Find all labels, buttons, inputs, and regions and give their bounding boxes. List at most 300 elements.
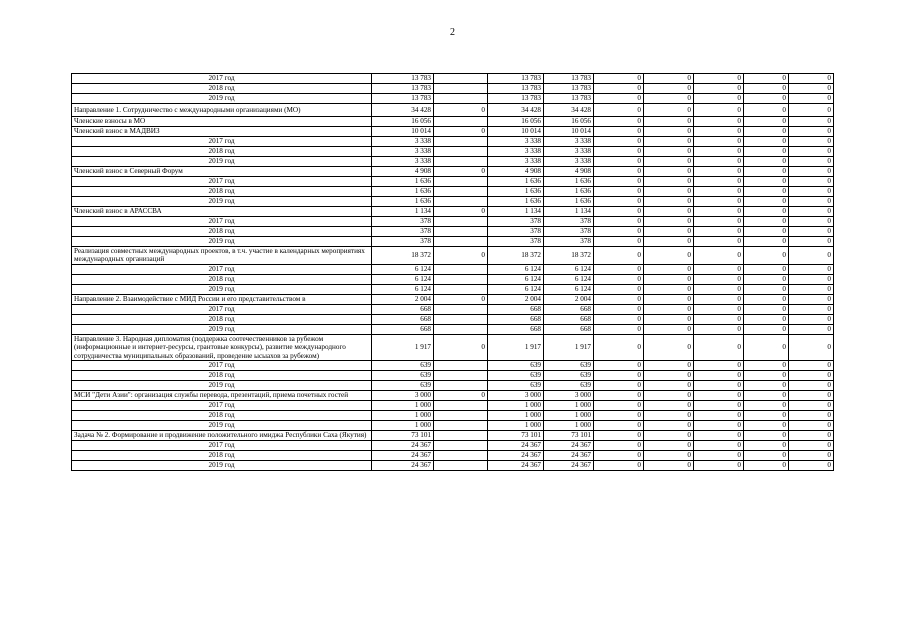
value-cell: 0 xyxy=(594,401,644,411)
year-label-cell: 2017 год xyxy=(72,74,372,84)
value-cell: 0 xyxy=(434,104,488,117)
value-cell: 0 xyxy=(594,324,644,334)
value-cell: 0 xyxy=(694,451,744,461)
value-cell: 24 367 xyxy=(488,461,544,471)
value-cell: 3 338 xyxy=(488,137,544,147)
value-cell: 0 xyxy=(694,147,744,157)
value-cell: 0 xyxy=(694,294,744,304)
year-label-cell: 2019 год xyxy=(72,421,372,431)
table-row xyxy=(72,284,834,294)
value-cell: 0 xyxy=(694,401,744,411)
value-cell: 0 xyxy=(434,167,488,177)
value-cell xyxy=(434,371,488,381)
value-cell: 1 134 xyxy=(544,207,594,217)
value-cell: 24 367 xyxy=(372,441,434,451)
value-cell: 0 xyxy=(789,247,834,265)
value-cell: 0 xyxy=(789,207,834,217)
value-cell: 0 xyxy=(644,74,694,84)
value-cell: 0 xyxy=(594,284,644,294)
item-name-cell: Членский взнос в МАДВИЗ xyxy=(72,127,372,137)
value-cell: 1 134 xyxy=(488,207,544,217)
value-cell: 3 338 xyxy=(544,137,594,147)
value-cell: 0 xyxy=(594,197,644,207)
value-cell: 3 000 xyxy=(544,391,594,401)
value-cell: 0 xyxy=(644,237,694,247)
value-cell: 0 xyxy=(789,304,834,314)
value-cell: 0 xyxy=(644,94,694,104)
value-cell: 0 xyxy=(744,421,789,431)
value-cell xyxy=(434,264,488,274)
year-label-cell: 2017 год xyxy=(72,304,372,314)
value-cell: 1 134 xyxy=(372,207,434,217)
value-cell: 0 xyxy=(789,284,834,294)
value-cell: 1 917 xyxy=(372,334,434,360)
value-cell: 0 xyxy=(594,334,644,360)
value-cell: 34 428 xyxy=(488,104,544,117)
value-cell: 3 338 xyxy=(372,147,434,157)
value-cell: 1 636 xyxy=(372,187,434,197)
value-cell: 0 xyxy=(744,274,789,284)
value-cell: 0 xyxy=(789,324,834,334)
value-cell: 24 367 xyxy=(372,461,434,471)
value-cell xyxy=(434,421,488,431)
value-cell: 0 xyxy=(694,324,744,334)
value-cell: 0 xyxy=(789,451,834,461)
value-cell: 10 014 xyxy=(544,127,594,137)
value-cell: 13 783 xyxy=(544,84,594,94)
value-cell: 0 xyxy=(644,197,694,207)
value-cell xyxy=(434,187,488,197)
value-cell: 0 xyxy=(694,127,744,137)
value-cell: 0 xyxy=(594,84,644,94)
item-name-cell: Задача № 2. Формирование и продвижение положительного имиджа Республики Саха (Якутия) xyxy=(72,431,372,441)
value-cell: 668 xyxy=(372,324,434,334)
value-cell: 0 xyxy=(434,247,488,265)
value-cell: 0 xyxy=(594,391,644,401)
value-cell: 0 xyxy=(644,227,694,237)
value-cell: 0 xyxy=(789,381,834,391)
item-name-cell: МСИ "Дети Азии": организация службы перевода, презентаций, приема почетных гостей xyxy=(72,391,372,401)
value-cell: 0 xyxy=(789,167,834,177)
value-cell: 13 783 xyxy=(372,94,434,104)
table-row xyxy=(72,461,834,471)
value-cell: 0 xyxy=(594,274,644,284)
value-cell: 378 xyxy=(544,227,594,237)
table-row xyxy=(72,117,834,127)
value-cell: 0 xyxy=(744,104,789,117)
table-row xyxy=(72,441,834,451)
year-label-cell: 2018 год xyxy=(72,411,372,421)
value-cell: 639 xyxy=(488,371,544,381)
value-cell: 0 xyxy=(644,461,694,471)
value-cell: 0 xyxy=(594,294,644,304)
table-row xyxy=(72,314,834,324)
table-row xyxy=(72,217,834,227)
value-cell xyxy=(434,451,488,461)
value-cell: 0 xyxy=(694,304,744,314)
value-cell: 0 xyxy=(434,207,488,217)
year-label-cell: 2018 год xyxy=(72,274,372,284)
value-cell: 0 xyxy=(644,157,694,167)
value-cell: 0 xyxy=(694,167,744,177)
table-row xyxy=(72,401,834,411)
value-cell: 1 636 xyxy=(372,177,434,187)
value-cell: 378 xyxy=(488,217,544,227)
year-label-cell: 2018 год xyxy=(72,187,372,197)
value-cell: 0 xyxy=(644,421,694,431)
value-cell: 0 xyxy=(744,401,789,411)
value-cell: 0 xyxy=(644,314,694,324)
table-row xyxy=(72,421,834,431)
value-cell: 0 xyxy=(789,157,834,167)
value-cell: 0 xyxy=(594,237,644,247)
value-cell: 0 xyxy=(644,451,694,461)
value-cell: 0 xyxy=(744,94,789,104)
value-cell: 0 xyxy=(744,137,789,147)
value-cell: 73 101 xyxy=(372,431,434,441)
value-cell: 668 xyxy=(488,304,544,314)
value-cell: 13 783 xyxy=(488,84,544,94)
year-label-cell: 2017 год xyxy=(72,441,372,451)
value-cell xyxy=(434,197,488,207)
value-cell: 0 xyxy=(694,117,744,127)
value-cell: 0 xyxy=(594,441,644,451)
value-cell: 0 xyxy=(644,401,694,411)
value-cell: 0 xyxy=(744,237,789,247)
value-cell: 639 xyxy=(488,381,544,391)
value-cell: 0 xyxy=(594,147,644,157)
value-cell: 378 xyxy=(372,237,434,247)
value-cell: 0 xyxy=(594,227,644,237)
value-cell: 0 xyxy=(789,361,834,371)
value-cell: 1 636 xyxy=(544,187,594,197)
value-cell: 24 367 xyxy=(544,461,594,471)
value-cell: 13 783 xyxy=(488,74,544,84)
value-cell: 0 xyxy=(744,117,789,127)
value-cell: 0 xyxy=(744,381,789,391)
value-cell xyxy=(434,147,488,157)
value-cell: 639 xyxy=(544,361,594,371)
value-cell: 0 xyxy=(694,207,744,217)
table-row xyxy=(72,74,834,84)
value-cell: 0 xyxy=(594,177,644,187)
table-row xyxy=(72,451,834,461)
value-cell: 1 636 xyxy=(488,177,544,187)
value-cell: 0 xyxy=(744,371,789,381)
value-cell: 3 000 xyxy=(372,391,434,401)
value-cell: 0 xyxy=(594,94,644,104)
value-cell: 0 xyxy=(744,264,789,274)
value-cell: 0 xyxy=(744,247,789,265)
value-cell: 1 636 xyxy=(372,197,434,207)
value-cell: 0 xyxy=(594,421,644,431)
year-label-cell: 2019 год xyxy=(72,324,372,334)
value-cell: 0 xyxy=(744,361,789,371)
value-cell: 0 xyxy=(789,84,834,94)
value-cell: 0 xyxy=(694,187,744,197)
item-name-cell: Направление 3. Народная дипломатия (поддержка соотечественников за рубежом (информационные и интернет-ресурсы, грантовые конкурсы), развитие международного сотрудничества муниципальных образований, проведение ысыахов за рубежом) xyxy=(72,334,372,360)
year-label-cell: 2018 год xyxy=(72,147,372,157)
value-cell: 3 338 xyxy=(488,157,544,167)
value-cell: 0 xyxy=(744,334,789,360)
value-cell: 0 xyxy=(644,361,694,371)
value-cell: 0 xyxy=(644,371,694,381)
table-row xyxy=(72,147,834,157)
value-cell: 639 xyxy=(372,371,434,381)
item-name-cell: Реализация совместных международных проектов, в т.ч. участие в календарных мероприятиях международных организаций xyxy=(72,247,372,265)
value-cell: 0 xyxy=(594,127,644,137)
table-row xyxy=(72,304,834,314)
year-label-cell: 2019 год xyxy=(72,94,372,104)
value-cell: 639 xyxy=(372,361,434,371)
year-label-cell: 2019 год xyxy=(72,197,372,207)
value-cell: 0 xyxy=(744,441,789,451)
value-cell: 16 056 xyxy=(488,117,544,127)
value-cell: 668 xyxy=(372,314,434,324)
value-cell: 0 xyxy=(644,217,694,227)
value-cell xyxy=(434,314,488,324)
value-cell: 0 xyxy=(694,94,744,104)
value-cell: 0 xyxy=(744,391,789,401)
value-cell: 6 124 xyxy=(372,274,434,284)
year-label-cell: 2017 год xyxy=(72,361,372,371)
value-cell: 6 124 xyxy=(544,284,594,294)
value-cell: 0 xyxy=(789,334,834,360)
value-cell: 668 xyxy=(544,314,594,324)
value-cell: 0 xyxy=(789,137,834,147)
value-cell: 378 xyxy=(488,227,544,237)
year-label-cell: 2019 год xyxy=(72,237,372,247)
value-cell: 1 000 xyxy=(372,401,434,411)
value-cell: 0 xyxy=(789,217,834,227)
value-cell: 13 783 xyxy=(488,94,544,104)
value-cell: 0 xyxy=(789,421,834,431)
value-cell: 0 xyxy=(644,381,694,391)
value-cell: 0 xyxy=(744,227,789,237)
value-cell: 0 xyxy=(744,127,789,137)
value-cell: 18 372 xyxy=(544,247,594,265)
value-cell: 0 xyxy=(694,274,744,284)
year-label-cell: 2018 год xyxy=(72,227,372,237)
value-cell xyxy=(434,137,488,147)
value-cell: 0 xyxy=(694,431,744,441)
value-cell: 0 xyxy=(789,74,834,84)
value-cell: 0 xyxy=(744,197,789,207)
item-name-cell: Членский взнос в АРАССВА xyxy=(72,207,372,217)
value-cell: 0 xyxy=(644,304,694,314)
value-cell: 639 xyxy=(488,361,544,371)
value-cell xyxy=(434,117,488,127)
table-row xyxy=(72,391,834,401)
value-cell: 0 xyxy=(694,137,744,147)
value-cell: 0 xyxy=(644,187,694,197)
value-cell: 0 xyxy=(644,207,694,217)
value-cell: 0 xyxy=(594,157,644,167)
value-cell: 0 xyxy=(594,264,644,274)
value-cell: 0 xyxy=(694,264,744,274)
value-cell: 6 124 xyxy=(372,264,434,274)
value-cell: 1 917 xyxy=(488,334,544,360)
value-cell: 0 xyxy=(594,167,644,177)
value-cell: 13 783 xyxy=(544,94,594,104)
value-cell: 668 xyxy=(544,304,594,314)
value-cell: 378 xyxy=(544,217,594,227)
table-row xyxy=(72,294,834,304)
year-label-cell: 2019 год xyxy=(72,461,372,471)
value-cell: 0 xyxy=(694,361,744,371)
value-cell: 0 xyxy=(594,461,644,471)
value-cell: 639 xyxy=(544,371,594,381)
value-cell: 0 xyxy=(694,177,744,187)
value-cell xyxy=(434,381,488,391)
value-cell: 0 xyxy=(789,227,834,237)
value-cell: 34 428 xyxy=(544,104,594,117)
value-cell: 0 xyxy=(644,147,694,157)
value-cell: 1 000 xyxy=(372,421,434,431)
value-cell: 0 xyxy=(789,117,834,127)
table-row xyxy=(72,94,834,104)
value-cell: 0 xyxy=(694,461,744,471)
value-cell: 0 xyxy=(789,441,834,451)
value-cell: 24 367 xyxy=(488,441,544,451)
year-label-cell: 2018 год xyxy=(72,314,372,324)
value-cell: 0 xyxy=(644,411,694,421)
table-row xyxy=(72,371,834,381)
value-cell: 0 xyxy=(789,127,834,137)
table-row xyxy=(72,104,834,117)
value-cell: 1 636 xyxy=(544,177,594,187)
page-number: 2 xyxy=(450,27,455,38)
value-cell: 24 367 xyxy=(544,441,594,451)
value-cell: 0 xyxy=(744,187,789,197)
value-cell: 639 xyxy=(372,381,434,391)
value-cell: 4 908 xyxy=(488,167,544,177)
value-cell: 0 xyxy=(594,187,644,197)
value-cell: 0 xyxy=(644,324,694,334)
value-cell: 0 xyxy=(694,334,744,360)
value-cell: 0 xyxy=(594,247,644,265)
value-cell: 0 xyxy=(644,294,694,304)
value-cell: 73 101 xyxy=(544,431,594,441)
value-cell xyxy=(434,411,488,421)
value-cell: 0 xyxy=(744,157,789,167)
value-cell: 0 xyxy=(789,314,834,324)
value-cell xyxy=(434,237,488,247)
value-cell: 2 004 xyxy=(372,294,434,304)
year-label-cell: 2019 год xyxy=(72,157,372,167)
value-cell: 0 xyxy=(789,237,834,247)
value-cell xyxy=(434,441,488,451)
value-cell: 0 xyxy=(644,117,694,127)
value-cell: 0 xyxy=(694,441,744,451)
value-cell: 0 xyxy=(644,441,694,451)
table-row xyxy=(72,84,834,94)
year-label-cell: 2018 год xyxy=(72,451,372,461)
value-cell: 1 000 xyxy=(544,421,594,431)
value-cell xyxy=(434,157,488,167)
table-row xyxy=(72,381,834,391)
value-cell: 6 124 xyxy=(544,264,594,274)
value-cell: 16 056 xyxy=(372,117,434,127)
value-cell: 0 xyxy=(744,167,789,177)
value-cell: 0 xyxy=(594,137,644,147)
value-cell: 0 xyxy=(694,284,744,294)
value-cell: 2 004 xyxy=(488,294,544,304)
value-cell: 0 xyxy=(594,314,644,324)
value-cell: 18 372 xyxy=(372,247,434,265)
value-cell: 0 xyxy=(644,391,694,401)
year-label-cell: 2017 год xyxy=(72,401,372,411)
value-cell: 0 xyxy=(744,84,789,94)
value-cell: 0 xyxy=(644,127,694,137)
value-cell: 0 xyxy=(694,381,744,391)
value-cell: 0 xyxy=(744,411,789,421)
value-cell: 0 xyxy=(694,421,744,431)
value-cell: 0 xyxy=(744,451,789,461)
value-cell xyxy=(434,274,488,284)
value-cell: 0 xyxy=(594,431,644,441)
value-cell: 1 000 xyxy=(372,411,434,421)
value-cell: 24 367 xyxy=(372,451,434,461)
value-cell: 0 xyxy=(744,207,789,217)
value-cell xyxy=(434,401,488,411)
value-cell: 0 xyxy=(789,461,834,471)
value-cell: 24 367 xyxy=(544,451,594,461)
value-cell: 668 xyxy=(544,324,594,334)
table-row xyxy=(72,324,834,334)
value-cell: 0 xyxy=(644,104,694,117)
table-row xyxy=(72,197,834,207)
value-cell: 0 xyxy=(644,334,694,360)
value-cell: 0 xyxy=(789,294,834,304)
value-cell: 1 000 xyxy=(544,411,594,421)
value-cell: 0 xyxy=(789,104,834,117)
value-cell: 0 xyxy=(694,411,744,421)
value-cell: 0 xyxy=(744,324,789,334)
value-cell: 24 367 xyxy=(488,451,544,461)
item-name-cell: Направление 2. Взаимодействие с МИД России и его представительством в xyxy=(72,294,372,304)
value-cell: 0 xyxy=(744,284,789,294)
table-row xyxy=(72,431,834,441)
value-cell: 0 xyxy=(694,74,744,84)
value-cell xyxy=(434,74,488,84)
value-cell: 668 xyxy=(488,314,544,324)
value-cell: 0 xyxy=(789,177,834,187)
value-cell: 0 xyxy=(434,334,488,360)
value-cell xyxy=(434,431,488,441)
value-cell: 378 xyxy=(488,237,544,247)
value-cell: 1 000 xyxy=(488,421,544,431)
value-cell: 4 908 xyxy=(372,167,434,177)
value-cell: 0 xyxy=(644,431,694,441)
value-cell: 0 xyxy=(694,314,744,324)
value-cell: 0 xyxy=(594,304,644,314)
year-label-cell: 2018 год xyxy=(72,84,372,94)
value-cell: 0 xyxy=(594,207,644,217)
value-cell: 3 338 xyxy=(372,137,434,147)
table-body xyxy=(72,74,834,471)
year-label-cell: 2018 год xyxy=(72,371,372,381)
item-name-cell: Членский взнос в Северный Форум xyxy=(72,167,372,177)
year-label-cell: 2019 год xyxy=(72,381,372,391)
value-cell xyxy=(434,94,488,104)
value-cell: 6 124 xyxy=(488,284,544,294)
value-cell: 378 xyxy=(544,237,594,247)
value-cell: 0 xyxy=(594,451,644,461)
value-cell: 0 xyxy=(744,304,789,314)
value-cell: 378 xyxy=(372,227,434,237)
year-label-cell: 2017 год xyxy=(72,177,372,187)
